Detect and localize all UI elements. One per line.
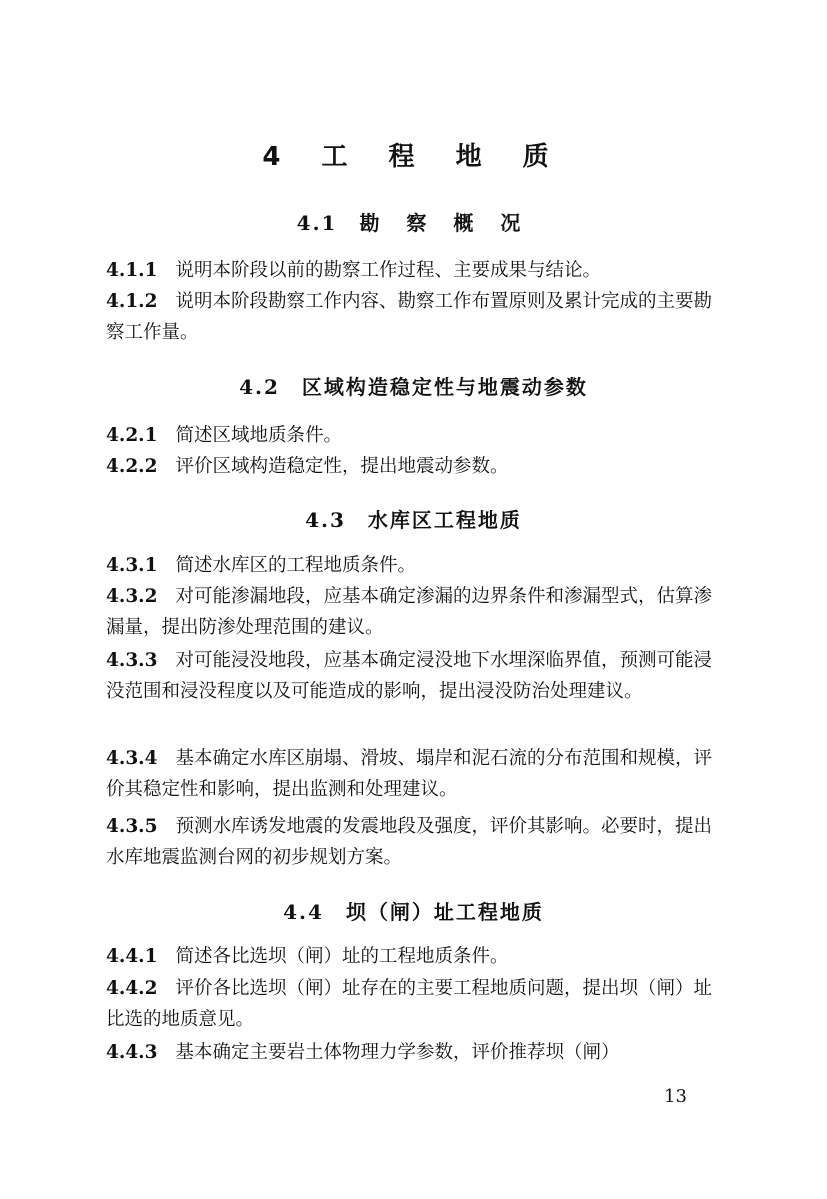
clause-text: 预测水库诱发地震的发震地段及强度，评价其影响。必要时，提出水库地震监测台网的初步规划方案。: [106, 816, 713, 868]
clause-number: 4.1.1: [106, 260, 158, 281]
section-number: 4.1: [296, 211, 338, 235]
clause-4-1-2: [106, 286, 718, 348]
clause-text: 简述区域地质条件。: [175, 425, 343, 446]
chapter-number: 4: [262, 142, 297, 172]
section-number: 4.2: [239, 375, 280, 399]
section-number: 4.4: [283, 900, 324, 924]
clause-number: 4.4.3: [106, 1042, 158, 1063]
clause-number: 4.3.5: [106, 816, 158, 837]
clause-text: 说明本阶段以前的勘察工作过程、主要成果与结论。: [175, 260, 602, 281]
clause-4-4-3: [106, 1037, 718, 1068]
clause-text: 基本确定主要岩土体物理力学参数，评价推荐坝（闸）: [175, 1042, 620, 1063]
section-heading-4-1: [0, 207, 827, 236]
clause-number: 4.3.2: [106, 586, 158, 607]
clause-text: 基本确定水库区崩塌、滑坡、塌岸和泥石流的分布范围和规模，评价其稳定性和影响，提出监测和处理建议。: [106, 748, 713, 800]
clause-text: 简述各比选坝（闸）址的工程地质条件。: [175, 946, 509, 967]
clause-4-1-1: [106, 255, 718, 286]
chapter-title-text: 工 程 地 质: [321, 142, 565, 172]
clause-number: 4.3.4: [106, 748, 158, 769]
clause-4-3-4: [106, 743, 718, 805]
section-title-text: 水库区工程地质: [367, 508, 522, 532]
clause-number: 4.1.2: [106, 291, 158, 312]
clause-number: 4.4.1: [106, 946, 158, 967]
clause-text: 对可能浸没地段，应基本确定浸没地下水埋深临界值，预测可能浸没范围和浸没程度以及可能造成的影响，提出浸没防治处理建议。: [106, 650, 713, 702]
clause-4-3-3: [106, 645, 718, 707]
clause-4-2-2: [106, 451, 718, 482]
clause-number: 4.3.3: [106, 650, 158, 671]
section-heading-4-3: [0, 504, 827, 533]
section-title-text: 坝（闸）址工程地质: [345, 900, 544, 924]
clause-text: 对可能渗漏地段，应基本确定渗漏的边界条件和渗漏型式，估算渗漏量，提出防渗处理范围的建议。: [106, 586, 713, 638]
clause-number: 4.3.1: [106, 555, 158, 576]
clause-text: 评价区域构造稳定性，提出地震动参数。: [175, 456, 509, 477]
section-title-text: 勘 察 概 况: [359, 211, 531, 235]
chapter-title: [0, 136, 827, 173]
clause-4-3-5: [106, 811, 718, 873]
clause-text: 简述水库区的工程地质条件。: [175, 555, 417, 576]
clause-text: 评价各比选坝（闸）址存在的主要工程地质问题，提出坝（闸）址比选的地质意见。: [106, 978, 713, 1030]
clause-number: 4.4.2: [106, 978, 158, 999]
clause-4-4-1: [106, 941, 718, 972]
clause-4-2-1: [106, 420, 718, 451]
section-heading-4-2: [0, 371, 827, 400]
clause-4-4-2: [106, 973, 718, 1035]
clause-number: 4.2.2: [106, 456, 158, 477]
section-number: 4.3: [305, 508, 346, 532]
section-heading-4-4: [0, 896, 827, 925]
page-number: 13: [664, 1086, 687, 1107]
clause-4-3-2: [106, 581, 718, 643]
clause-number: 4.2.1: [106, 425, 158, 446]
clause-4-3-1: [106, 550, 718, 581]
section-title-text: 区域构造稳定性与地震动参数: [301, 375, 588, 399]
clause-text: 说明本阶段勘察工作内容、勘察工作布置原则及累计完成的主要勘察工作量。: [106, 291, 713, 343]
